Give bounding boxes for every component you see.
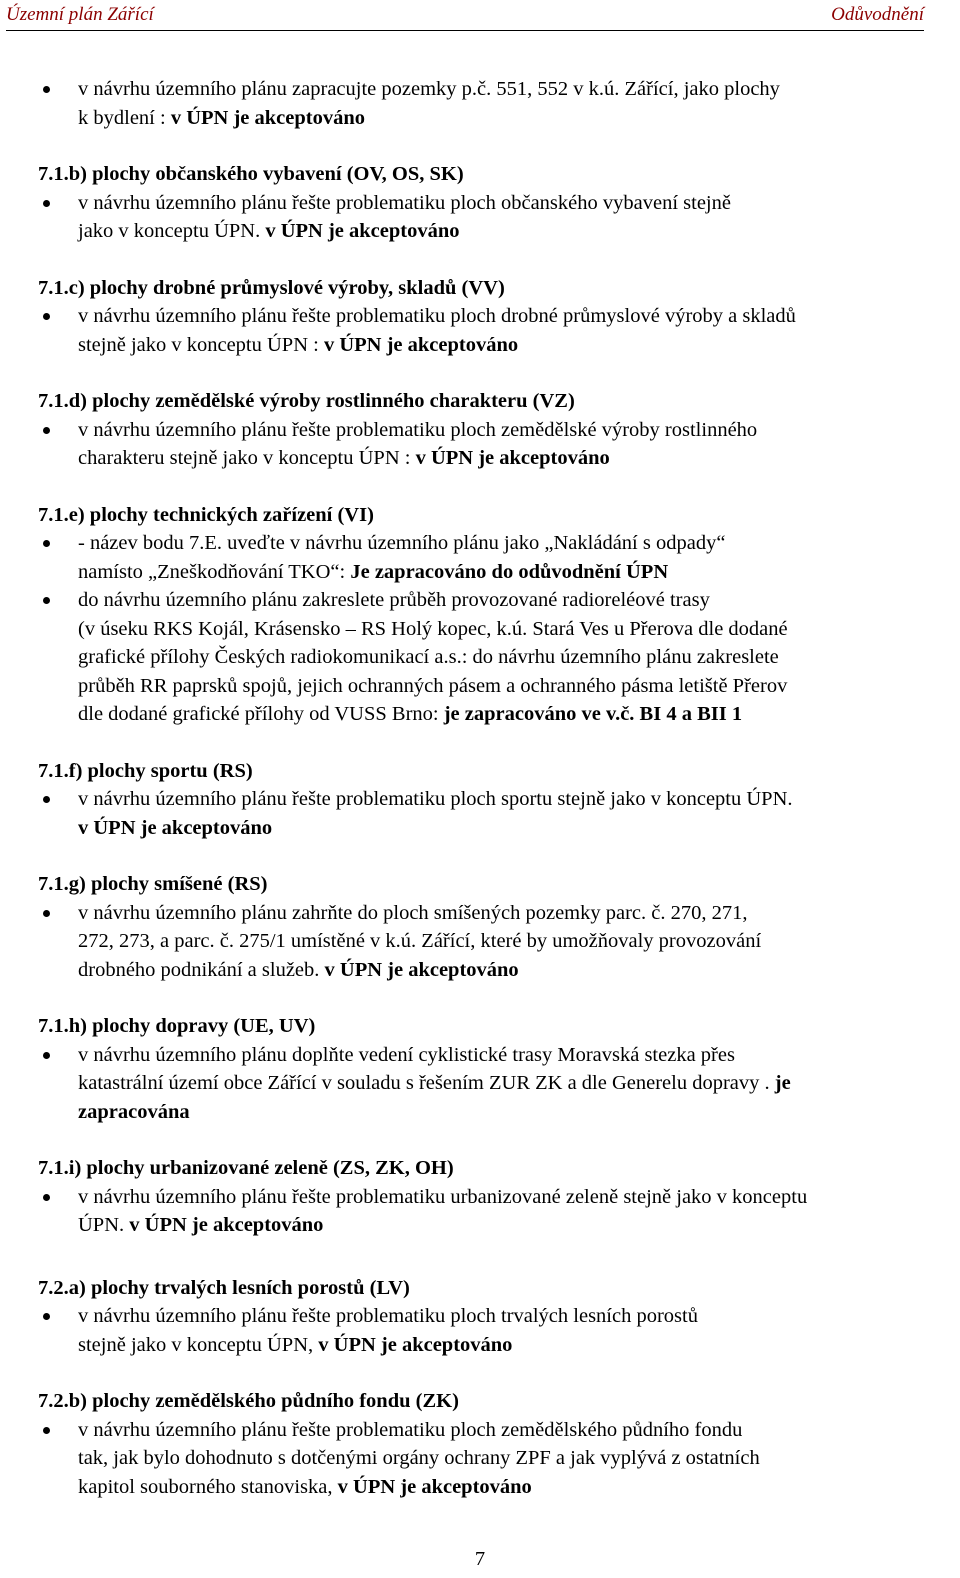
status-text: v ÚPN je akceptováno: [323, 333, 519, 356]
header-section-name: Odůvodnění: [831, 4, 924, 25]
document-body: [38, 75, 958, 1501]
section-title: 7.1.b) plochy občanského vybavení (OV, OS, SK): [38, 163, 464, 185]
section-title: 7.1.g) plochy smíšené (RS): [38, 873, 268, 895]
list-item: v návrhu územního plánu doplňte vedení cyklistické trasy Moravská stezka přes katastrální území obce Zářící v souladu s řešením ZUR ZK a dle Generelu dopravy . je zapracována: [38, 1041, 958, 1127]
status-text: v ÚPN je akceptováno: [337, 1475, 532, 1498]
section-7-1-g: [38, 870, 958, 984]
section-title: 7.1.e) plochy technických zařízení (VI): [38, 503, 374, 526]
section-title: 7.1.c) plochy drobné průmyslové výroby, skladů (VV): [38, 276, 505, 299]
section-title: 7.1.f) plochy sportu (RS): [38, 759, 253, 782]
section-7-1-d: [38, 387, 958, 473]
list-item: do návrhu územního plánu zakreslete průběh provozované radioreléové trasy (v úseku RKS Kojál, Krásensko – RS Holý kopec, k.ú. Stará Ves u Přerova dle dodané grafické přílohy Českých radiokomunikací a.s.: do návrhu územního plánu zakreslete průběh RR paprsků spojů, jejich ochranných pásem a ochranného pásma letiště Přerov dle dodané grafické přílohy od VUSS Brno: je zapracováno ve v.č. BI 4 a BII 1: [38, 586, 958, 729]
list-item: v návrhu územního plánu zahrňte do ploch smíšených pozemky parc. č. 270, 271, 272, 273, a parc. č. 275/1 umístěné v k.ú. Zářící, které by umožňovaly provozování drobného podnikání a služeb. v ÚPN je akceptováno: [38, 899, 958, 985]
section-7-1-e: [38, 501, 958, 729]
status-text: je zapracováno ve v.č. BI 4 a BII 1: [443, 703, 743, 725]
list-item: v návrhu územního plánu zapracujte pozemky p.č. 551, 552 v k.ú. Zářící, jako plochy k bydlení : v ÚPN je akceptováno: [38, 75, 958, 132]
section-title: 7.2.a) plochy trvalých lesních porostů (LV): [38, 1276, 410, 1299]
status-text: v ÚPN je akceptováno: [265, 220, 460, 242]
list-item: v návrhu územního plánu řešte problematiku ploch trvalých lesních porostů stejně jako v konceptu ÚPN, v ÚPN je akceptováno: [38, 1302, 958, 1359]
status-text: v ÚPN je akceptováno: [129, 1214, 324, 1236]
section-7-1-b: [38, 160, 958, 246]
list-item: v návrhu územního plánu řešte problematiku ploch sportu stejně jako v konceptu ÚPN. v ÚPN je akceptováno: [38, 785, 958, 842]
list-item: v návrhu územního plánu řešte problematiku urbanizované zeleně stejně jako v konceptu ÚPN. v ÚPN je akceptováno: [38, 1183, 958, 1240]
status-text: v ÚPN je akceptováno: [170, 106, 365, 129]
status-text: v ÚPN je akceptováno: [324, 958, 519, 981]
header-document-title: Územní plán Zářící: [6, 4, 154, 25]
section-title: 7.1.d) plochy zemědělské výroby rostlinného charakteru (VZ): [38, 390, 575, 412]
intro-list: [38, 75, 958, 132]
list-item: - název bodu 7.E. uveďte v návrhu územního plánu jako „Nakládání s odpady“ namísto „Zneškodňování TKO“: Je zapracováno do odůvodnění ÚPN: [38, 529, 958, 586]
section-7-1-c: [38, 274, 958, 360]
section-title: 7.2.b) plochy zemědělského půdního fondu (ZK): [38, 1390, 459, 1412]
status-text: v ÚPN je akceptováno: [415, 447, 610, 469]
page-number: 7: [474, 1548, 486, 1570]
status-text-continued: zapracována: [78, 1100, 190, 1123]
list-item: v návrhu územního plánu řešte problematiku ploch drobné průmyslové výroby a skladů stejně jako v konceptu ÚPN : v ÚPN je akceptováno: [38, 302, 958, 359]
status-text: Je zapracováno do odůvodnění ÚPN: [350, 560, 669, 583]
section-7-2-a: [38, 1274, 958, 1360]
section-7-1-i: [38, 1154, 958, 1240]
section-title: 7.1.h) plochy dopravy (UE, UV): [38, 1015, 316, 1037]
section-7-1-h: [38, 1012, 958, 1126]
list-item: v návrhu územního plánu řešte problematiku ploch zemědělské výroby rostlinného charakteru stejně jako v konceptu ÚPN : v ÚPN je akceptováno: [38, 416, 958, 473]
status-text: v ÚPN je akceptováno: [318, 1333, 513, 1356]
status-text: je: [774, 1072, 791, 1094]
status-text: v ÚPN je akceptováno: [78, 816, 273, 839]
list-item: v návrhu územního plánu řešte problematiku ploch občanského vybavení stejně jako v konceptu ÚPN. v ÚPN je akceptováno: [38, 189, 958, 246]
section-7-2-b: [38, 1387, 958, 1501]
page-header: [6, 0, 924, 31]
section-title: 7.1.i) plochy urbanizované zeleně (ZS, ZK, OH): [38, 1157, 454, 1179]
section-7-1-f: [38, 757, 958, 843]
list-item: v návrhu územního plánu řešte problematiku ploch zemědělského půdního fondu tak, jak bylo dohodnuto s dotčenými orgány ochrany ZPF a jak vyplývá z ostatních kapitol souborného stanoviska, v ÚPN je akceptováno: [38, 1416, 958, 1502]
